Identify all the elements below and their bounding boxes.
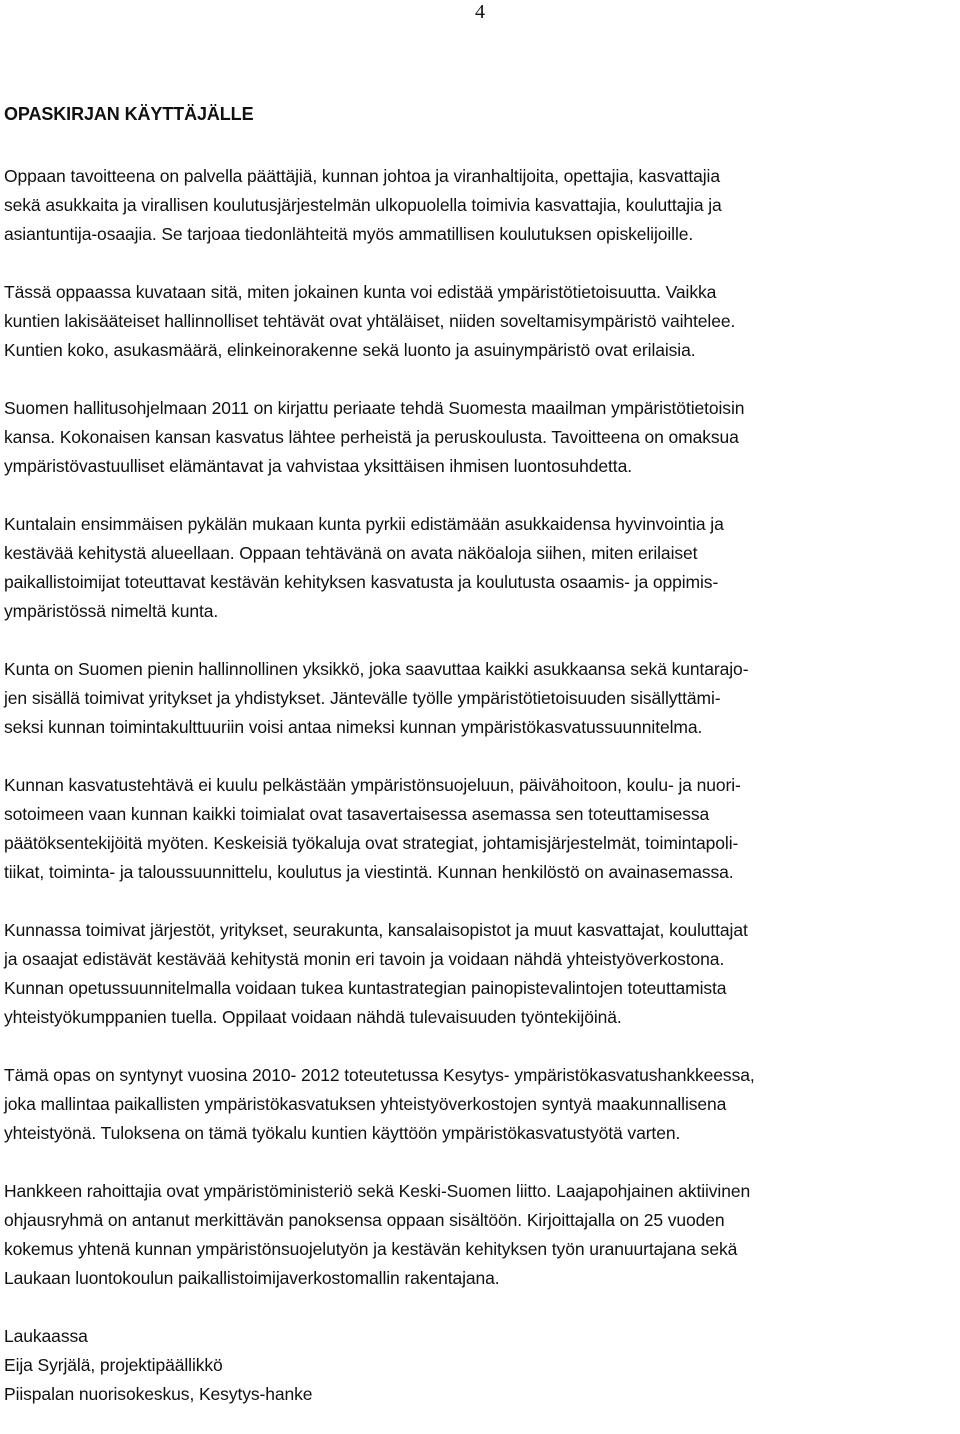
paragraph	[4, 162, 956, 249]
paragraph-line: jen sisällä toimivat yritykset ja yhdistykset. Jäntevälle työlle ympäristötietoisuuden sisällyttämi-	[4, 688, 721, 708]
paragraph	[4, 510, 956, 626]
paragraph-line: ympäristövastuulliset elämäntavat ja vahvistaa yksittäisen ihmisen luontosuhdetta.	[4, 456, 632, 476]
paragraph-line: Kunnan opetussuunnitelmalla voidaan tukea kuntastrategian painopistevalintojen toteuttamista	[4, 978, 727, 998]
paragraph	[4, 771, 956, 887]
paragraph	[4, 916, 956, 1032]
paragraph-line: kokemus yhtenä kunnan ympäristönsuojelutyön ja kestävän kehityksen työn uranuurtajana sekä	[4, 1239, 738, 1259]
paragraph-line: joka mallintaa paikallisten ympäristökasvatuksen yhteistyöverkostojen syntyä maakunnallisena	[4, 1094, 727, 1114]
paragraph-line: päätöksentekijöitä myöten. Keskeisiä työkaluja ovat strategiat, johtamisjärjestelmät, toimintapoli-	[4, 833, 739, 853]
paragraph-line: Kuntien koko, asukasmäärä, elinkeinorakenne sekä luonto ja asuinympäristö ovat erilaisia.	[4, 340, 696, 360]
paragraph-line: Kunnan kasvatustehtävä ei kuulu pelkästään ympäristönsuojeluun, päivähoitoon, koulu- ja nuori-	[4, 775, 741, 795]
paragraph-line: paikallistoimijat toteuttavat kestävän kehityksen kasvatusta ja koulutusta osaamis- ja oppimis-	[4, 572, 719, 592]
paragraph-line: Oppaan tavoitteena on palvella päättäjiä, kunnan johtoa ja viranhaltijoita, opettajia, kasvattajia	[4, 166, 720, 186]
signature-organization: Piispalan nuorisokeskus, Kesytys-hanke	[4, 1384, 313, 1404]
paragraph-line: tiikat, toiminta- ja taloussuunnittelu, koulutus ja viestintä. Kunnan henkilöstö on avainasemassa.	[4, 862, 734, 882]
paragraph-line: seksi kunnan toimintakulttuuriin voisi antaa nimeksi kunnan ympäristökasvatussuunnitelma.	[4, 717, 703, 737]
paragraph	[4, 655, 956, 742]
paragraph-line: kansa. Kokonaisen kansan kasvatus lähtee perheistä ja peruskoulusta. Tavoitteena on omaksua	[4, 427, 739, 447]
paragraph-line: Laukaan luontokoulun paikallistoimijaverkostomallin rakentajana.	[4, 1268, 500, 1288]
paragraph-list	[4, 162, 956, 1293]
paragraph	[4, 1061, 956, 1148]
paragraph-line: sotoimeen vaan kunnan kaikki toimialat ovat tasavertaisessa asemassa sen toteuttamisessa	[4, 804, 710, 824]
paragraph	[4, 394, 956, 481]
paragraph-line: sekä asukkaita ja virallisen koulutusjärjestelmän ulkopuolella toimivia kasvattajia, kouluttajia ja	[4, 195, 722, 215]
paragraph-line: Tässä oppaassa kuvataan sitä, miten jokainen kunta voi edistää ympäristötietoisuutta. Vaikka	[4, 282, 717, 302]
paragraph-line: asiantuntija-osaajia. Se tarjoaa tiedonlähteitä myös ammatillisen koulutuksen opiskelijoille.	[4, 224, 694, 244]
signature-place: Laukaassa	[4, 1326, 88, 1346]
signature-block	[4, 1322, 956, 1409]
signature-author: Eija Syrjälä, projektipäällikkö	[4, 1355, 223, 1375]
paragraph-line: Tämä opas on syntynyt vuosina 2010- 2012 toteutetussa Kesytys- ympäristökasvatushankkeessa,	[4, 1065, 755, 1085]
paragraph-line: Kuntalain ensimmäisen pykälän mukaan kunta pyrkii edistämään asukkaidensa hyvinvointia ja	[4, 514, 724, 534]
paragraph-line: kestävää kehitystä alueellaan. Oppaan tehtävänä on avata näköaloja siihen, miten erilaiset	[4, 543, 698, 563]
document-body	[4, 98, 956, 1409]
paragraph	[4, 278, 956, 365]
paragraph-line: ja osaajat edistävät kestävää kehitystä monin eri tavoin ja voidaan nähdä yhteistyöverkostona.	[4, 949, 725, 969]
page-title: OPASKIRJAN KÄYTTÄJÄLLE	[4, 104, 254, 124]
paragraph-line: yhteistyönä. Tuloksena on tämä työkalu kuntien käyttöön ympäristökasvatustyötä varten.	[4, 1123, 681, 1143]
paragraph-line: yhteistyökumppanien tuella. Oppilaat voidaan nähdä tulevaisuuden työntekijöinä.	[4, 1007, 622, 1027]
paragraph-line: Kunta on Suomen pienin hallinnollinen yksikkö, joka saavuttaa kaikki asukkaansa sekä kuntarajo-	[4, 659, 749, 679]
page-number: 4	[475, 1, 485, 23]
paragraph-line: Kunnassa toimivat järjestöt, yritykset, seurakunta, kansalaisopistot ja muut kasvattajat, kouluttajat	[4, 920, 748, 940]
paragraph-line: ohjausryhmä on antanut merkittävän panoksensa oppaan sisältöön. Kirjoittajalla on 25 vuoden	[4, 1210, 725, 1230]
paragraph-line: Hankkeen rahoittajia ovat ympäristöministeriö sekä Keski-Suomen liitto. Laajapohjainen aktiivinen	[4, 1181, 751, 1201]
paragraph	[4, 1177, 956, 1293]
paragraph-line: ympäristössä nimeltä kunta.	[4, 601, 219, 621]
paragraph-line: Suomen hallitusohjelmaan 2011 on kirjattu periaate tehdä Suomesta maailman ympäristötietoisin	[4, 398, 745, 418]
paragraph-line: kuntien lakisääteiset hallinnolliset tehtävät ovat yhtäläiset, niiden soveltamisympäristö vaihtelee.	[4, 311, 736, 331]
